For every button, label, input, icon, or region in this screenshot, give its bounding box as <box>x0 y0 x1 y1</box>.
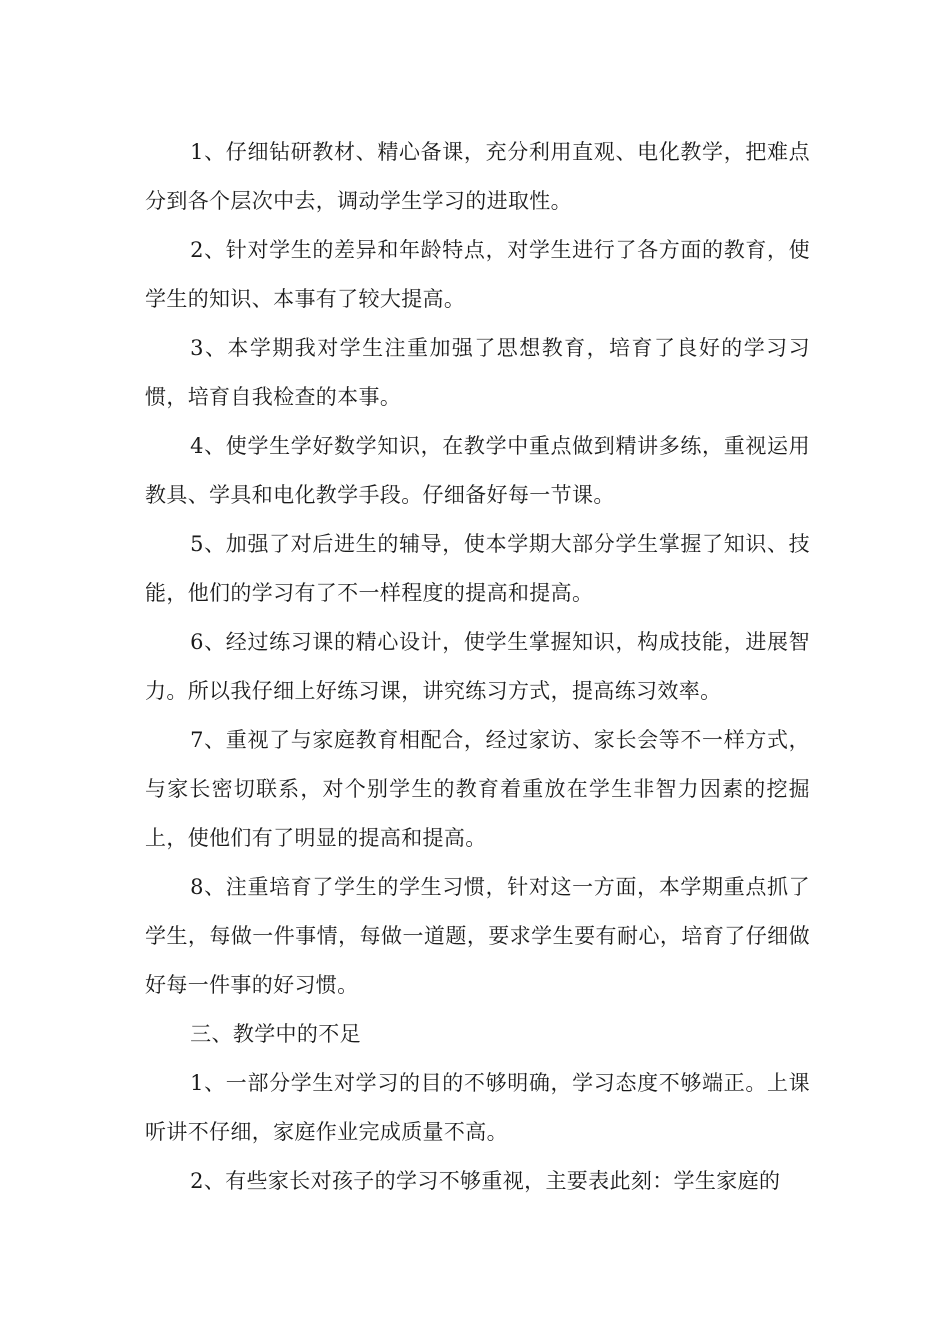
paragraph-5: 5、加强了对后进生的辅导，使本学期大部分学生掌握了知识、技能，他们的学习有了不一样程度的提高和提高。 <box>145 532 810 605</box>
paragraph-4: 4、使学生学好数学知识，在教学中重点做到精讲多练，重视运用教具、学具和电化教学手段。仔细备好每一节课。 <box>145 434 810 507</box>
paragraph-2: 2、针对学生的差异和年龄特点，对学生进行了各方面的教育，使学生的知识、本事有了较大提高。 <box>145 238 810 311</box>
paragraph-8: 8、注重培育了学生的学生习惯，针对这一方面，本学期重点抓了学生，每做一件事情，每做一道题，要求学生要有耐心，培育了仔细做好每一件事的好习惯。 <box>145 875 810 997</box>
paragraph-shortcoming-2: 2、有些家长对孩子的学习不够重视，主要表此刻：学生家庭的 <box>190 1169 781 1193</box>
paragraph-shortcoming-1: 1、一部分学生对学习的目的不够明确，学习态度不够端正。上课听讲不仔细，家庭作业完成质量不高。 <box>145 1071 810 1144</box>
paragraph-6: 6、经过练习课的精心设计，使学生掌握知识，构成技能，进展智力。所以我仔细上好练习课，讲究练习方式，提高练习效率。 <box>145 630 810 703</box>
paragraph-1: 1、仔细钻研教材、精心备课，充分利用直观、电化教学，把难点分到各个层次中去，调动学生学习的进取性。 <box>145 140 810 213</box>
section-heading-shortcomings: 三、教学中的不足 <box>190 1022 361 1046</box>
document-body <box>145 128 810 1206</box>
paragraph-3: 3、本学期我对学生注重加强了思想教育，培育了良好的学习习惯，培育自我检查的本事。 <box>145 336 810 409</box>
paragraph-7: 7、重视了与家庭教育相配合，经过家访、家长会等不一样方式，与家长密切联系，对个别学生的教育着重放在学生非智力因素的挖掘上，使他们有了明显的提高和提高。 <box>145 728 810 850</box>
